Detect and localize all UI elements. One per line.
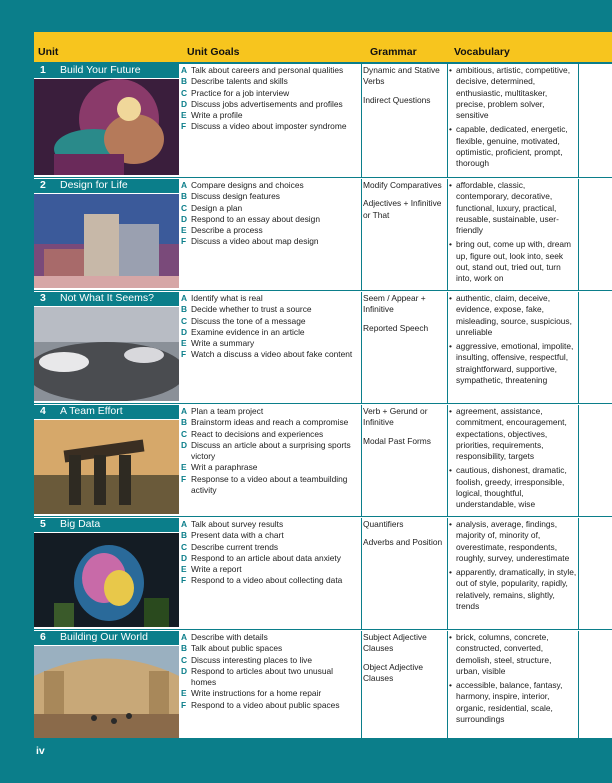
vocab-item: • accessible, balance, fantasy, harmony, inspire, interior, organic, residential, scale, surroundings: [449, 680, 577, 725]
unit-goals: [181, 180, 359, 248]
unit-grammar: [363, 406, 447, 454]
column-divider: [361, 64, 362, 177]
unit-grammar: [363, 632, 447, 691]
unit-row: [34, 64, 612, 178]
unit-vocabulary: [449, 293, 577, 389]
unit-goals: [181, 65, 359, 133]
vocab-item: • agreement, assistance, commitment, encouragement, expectations, objectives, priorities, requirements, responsibility, targets: [449, 406, 577, 462]
column-divider: [578, 64, 579, 177]
grammar-item: Adjectives + Infinitive or That: [363, 198, 442, 220]
goal-item: D Respond to articles about two unusual homes: [181, 665, 333, 688]
goal-item: E Describe a process: [181, 225, 263, 236]
goal-item: A Plan a team project: [181, 406, 264, 416]
goal-item: C Discuss interesting places to live: [181, 654, 313, 665]
unit-title: A Team Effort: [60, 405, 123, 417]
goal-item: B Describe talents and skills: [181, 76, 288, 87]
unit-number: 3: [40, 292, 46, 304]
unit-title: Design for Life: [60, 179, 128, 191]
column-divider: [578, 179, 579, 290]
goal-item: A Talk about careers and personal qualities: [181, 65, 344, 75]
column-divider: [578, 405, 579, 516]
grammar-item: Adverbs and Position: [363, 537, 443, 548]
column-divider: [361, 405, 362, 516]
goal-item: C Discuss the tone of a message: [181, 315, 306, 326]
grammar-item: Seem / Appear + Infinitive: [363, 293, 426, 315]
unit-vocabulary: [449, 65, 577, 173]
goal-item: A Describe with details: [181, 632, 268, 642]
unit-row: [34, 292, 612, 404]
goal-item: F Respond to a video about collecting data: [181, 575, 343, 586]
unit-number: 6: [40, 631, 46, 643]
unit-goals: [181, 632, 359, 711]
grammar-item: Verb + Gerund or Infinitive: [363, 406, 428, 428]
goal-item: B Decide whether to trust a source: [181, 304, 312, 315]
unit-heading: [34, 631, 179, 645]
goal-item: E Writ a paraphrase: [181, 462, 258, 473]
vocab-item: • cautious, dishonest, dramatic, foolish, greedy, irresponsible, logical, thoughtful, understandable, wise: [449, 465, 577, 510]
grammar-item: Subject Adjective Clauses: [363, 632, 427, 654]
column-divider: [361, 292, 362, 403]
goal-item: A Compare designs and choices: [181, 180, 304, 190]
goal-item: B Talk about public spaces: [181, 643, 283, 654]
column-divider: [447, 631, 448, 738]
unit-goals: [181, 406, 359, 496]
goal-item: F Respond to a video about public spaces: [181, 699, 340, 710]
unit-column-header: Unit: [38, 46, 59, 58]
unit-title: Building Our World: [60, 631, 148, 643]
column-divider: [361, 179, 362, 290]
unit-grammar: [363, 293, 447, 341]
goal-item: E Write instructions for a home repair: [181, 688, 322, 699]
unit-vocabulary: [449, 180, 577, 288]
vocab-item: • brick, columns, concrete, constructed, converted, demolish, steel, structure, urban, visible: [449, 632, 577, 677]
grammar-item: Quantifiers: [363, 519, 404, 529]
vocab-item: • apparently, dramatically, in style, out of style, popularity, rapidly, relatively, remains, slightly, trends: [449, 567, 577, 612]
vocab-item: • capable, dedicated, energetic, flexible, genuine, motivated, optimistic, proficient, prompt, thorough: [449, 124, 577, 169]
unit-title: Big Data: [60, 518, 101, 530]
unit-vocabulary: [449, 519, 577, 615]
unit-number: 4: [40, 405, 46, 417]
goal-item: F Discuss a video about imposter syndrome: [181, 121, 347, 132]
grammar-item: Modal Past Forms: [363, 435, 431, 446]
grammar-item: Indirect Questions: [363, 94, 431, 105]
page-number: iv: [36, 745, 45, 757]
column-divider: [578, 292, 579, 403]
unit-row: [34, 179, 612, 291]
goal-item: E Write a summary: [181, 338, 255, 349]
vocab-item: • aggressive, emotional, impolite, insulting, offensive, respectful, straightforward, supportive, sympathetic, threatening: [449, 341, 577, 386]
column-divider: [447, 405, 448, 516]
unit-vocabulary: [449, 406, 577, 514]
goal-item: B Brainstorm ideas and reach a compromise: [181, 417, 349, 428]
unit-row: [34, 631, 612, 738]
column-divider: [578, 631, 579, 738]
unit-number: 5: [40, 518, 46, 530]
goal-item: D Examine evidence in an article: [181, 326, 305, 337]
unit-row: [34, 518, 612, 630]
goal-item: D Discuss an article about a surprising sports victory: [181, 439, 351, 462]
column-divider: [361, 631, 362, 738]
grammar-item: Dynamic and Stative Verbs: [363, 65, 440, 87]
unit-photo: [34, 79, 179, 175]
unit-grammar: [363, 519, 447, 556]
grammar-item: Modify Comparatives: [363, 180, 442, 190]
vocabulary-column-header: Vocabulary: [454, 46, 510, 58]
unit-grammar: [363, 180, 447, 228]
column-divider: [361, 518, 362, 629]
grammar-item: Reported Speech: [363, 322, 429, 333]
goal-item: C React to decisions and experiences: [181, 428, 324, 439]
column-divider: [447, 292, 448, 403]
goal-item: D Respond to an article about data anxiety: [181, 552, 341, 563]
goal-item: C Describe current trends: [181, 541, 279, 552]
unit-goals: [181, 293, 359, 361]
unit-title: Not What It Seems?: [60, 292, 154, 304]
unit-photo: [34, 646, 179, 738]
vocab-item: • analysis, average, findings, majority of, minority of, overestimate, respondents, roughly, survey, underestimate: [449, 519, 577, 564]
unit-number: 1: [40, 64, 46, 76]
grammar-item: Object Adjective Clauses: [363, 661, 424, 683]
unit-heading: [34, 518, 179, 532]
vocab-item: • ambitious, artistic, competitive, decisive, determined, enthusiastic, multitasker, precise, problem solver, sensitive: [449, 65, 577, 121]
unit-photo: [34, 194, 179, 288]
unit-goals: [181, 519, 359, 587]
unit-photo: [34, 307, 179, 401]
unit-heading: [34, 179, 179, 193]
goal-item: F Response to a video about a teambuilding activity: [181, 473, 348, 496]
goal-item: A Identify what is real: [181, 293, 263, 303]
goal-item: E Write a profile: [181, 110, 243, 121]
unit-number: 2: [40, 179, 46, 191]
goal-item: A Talk about survey results: [181, 519, 284, 529]
unit-title: Build Your Future: [60, 64, 141, 76]
grammar-column-header: Grammar: [370, 46, 417, 58]
vocab-item: • authentic, claim, deceive, evidence, expose, fake, misleading, source, suspicious, unreliable: [449, 293, 577, 338]
unit-heading: [34, 292, 179, 306]
goal-item: D Discuss jobs advertisements and profiles: [181, 98, 343, 109]
unit-grammar: [363, 65, 447, 113]
column-divider: [447, 179, 448, 290]
vocab-item: • bring out, come up with, dream up, figure out, look into, seek out, stand out, tried out, turn into, work on: [449, 239, 577, 284]
column-divider: [447, 64, 448, 177]
goals-column-header: Unit Goals: [187, 46, 240, 58]
goal-item: F Watch a discuss a video about fake content: [181, 349, 353, 360]
unit-row: [34, 405, 612, 517]
column-divider: [578, 518, 579, 629]
goal-item: D Respond to an essay about design: [181, 213, 320, 224]
goal-item: C Practice for a job interview: [181, 87, 290, 98]
scope-and-sequence-table: [34, 32, 612, 738]
table-header: [34, 32, 612, 64]
goal-item: F Discuss a video about map design: [181, 236, 319, 247]
unit-photo: [34, 533, 179, 627]
goal-item: C Design a plan: [181, 202, 243, 213]
goal-item: B Discuss design features: [181, 191, 280, 202]
vocab-item: • affordable, classic, contemporary, decorative, functional, luxury, practical, reusable, sustainable, user-friendly: [449, 180, 577, 236]
goal-item: B Present data with a chart: [181, 530, 284, 541]
unit-photo: [34, 420, 179, 514]
unit-heading: [34, 405, 179, 419]
goal-item: E Write a report: [181, 564, 242, 575]
unit-heading: [34, 64, 179, 78]
unit-vocabulary: [449, 632, 577, 728]
column-divider: [447, 518, 448, 629]
